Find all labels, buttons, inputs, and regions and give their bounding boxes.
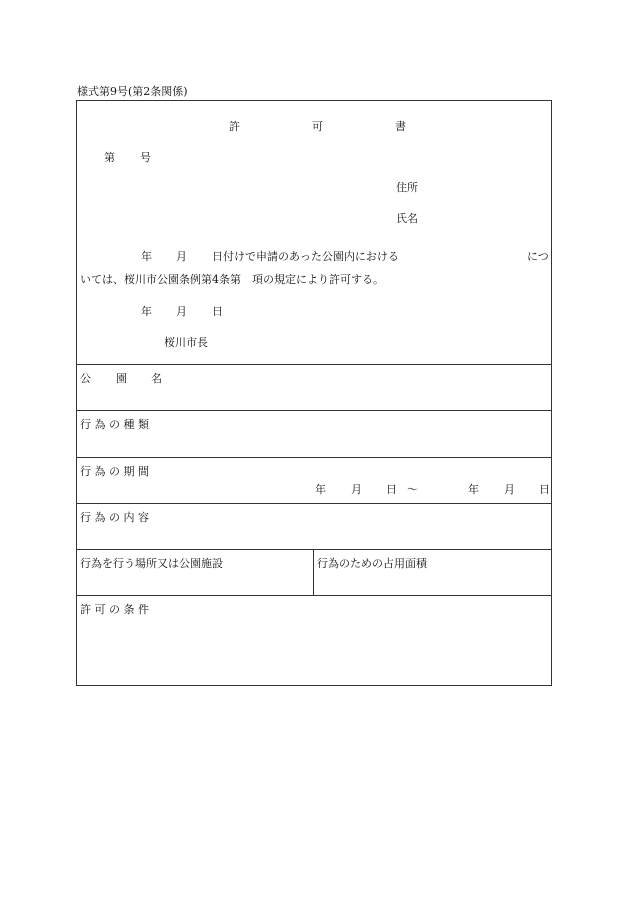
divider-line (77, 364, 551, 365)
activity-type-label: 行 為 の 種 類 (80, 418, 149, 431)
conditions-label: 許 可 の 条 件 (80, 603, 149, 616)
divider-line (77, 410, 551, 411)
issue-year: 年 (141, 305, 152, 318)
title-char-1: 許 (229, 120, 240, 133)
name-label: 氏名 (396, 212, 418, 225)
period-end-month: 月 (504, 483, 515, 496)
period-end-year: 年 (468, 483, 479, 496)
body-line-1: 日付けで申請のあった公園内における (212, 250, 399, 263)
form-number-label: 様式第9号(第2条関係) (77, 85, 188, 98)
activity-content-label: 行 為 の 内 容 (80, 511, 149, 524)
application-month: 月 (176, 250, 187, 263)
issue-month: 月 (176, 305, 187, 318)
period-start-year: 年 (315, 483, 326, 496)
occupied-area-label: 行為のための占用面積 (317, 557, 427, 570)
column-divider (313, 549, 314, 595)
divider-line (77, 503, 551, 504)
body-line-1-end: につ (527, 250, 549, 263)
application-year: 年 (141, 250, 152, 263)
divider-line (77, 549, 551, 550)
title-char-3: 書 (395, 120, 406, 133)
title-char-2: 可 (312, 120, 323, 133)
body-line-2: いては、桜川市公園条例第4条第 項の規定により許可する。 (80, 273, 384, 286)
park-name-char-3: 名 (151, 372, 162, 385)
number-go: 号 (140, 151, 151, 164)
permit-form-frame (76, 100, 552, 686)
divider-line (77, 457, 551, 458)
period-start-month: 月 (351, 483, 362, 496)
period-end-day: 日 (539, 483, 550, 496)
issuer-mayor: 桜川市長 (164, 336, 208, 349)
divider-line (77, 595, 551, 596)
issue-day: 日 (212, 305, 223, 318)
address-label: 住所 (396, 181, 418, 194)
park-name-char-2: 園 (116, 372, 127, 385)
period-start-day: 日 (386, 483, 397, 496)
park-name-char-1: 公 (80, 372, 91, 385)
number-dai: 第 (104, 151, 115, 164)
place-label: 行為を行う場所又は公園施設 (80, 557, 223, 570)
period-tilde: ～ (407, 483, 418, 496)
activity-period-label: 行 為 の 期 間 (80, 465, 149, 478)
